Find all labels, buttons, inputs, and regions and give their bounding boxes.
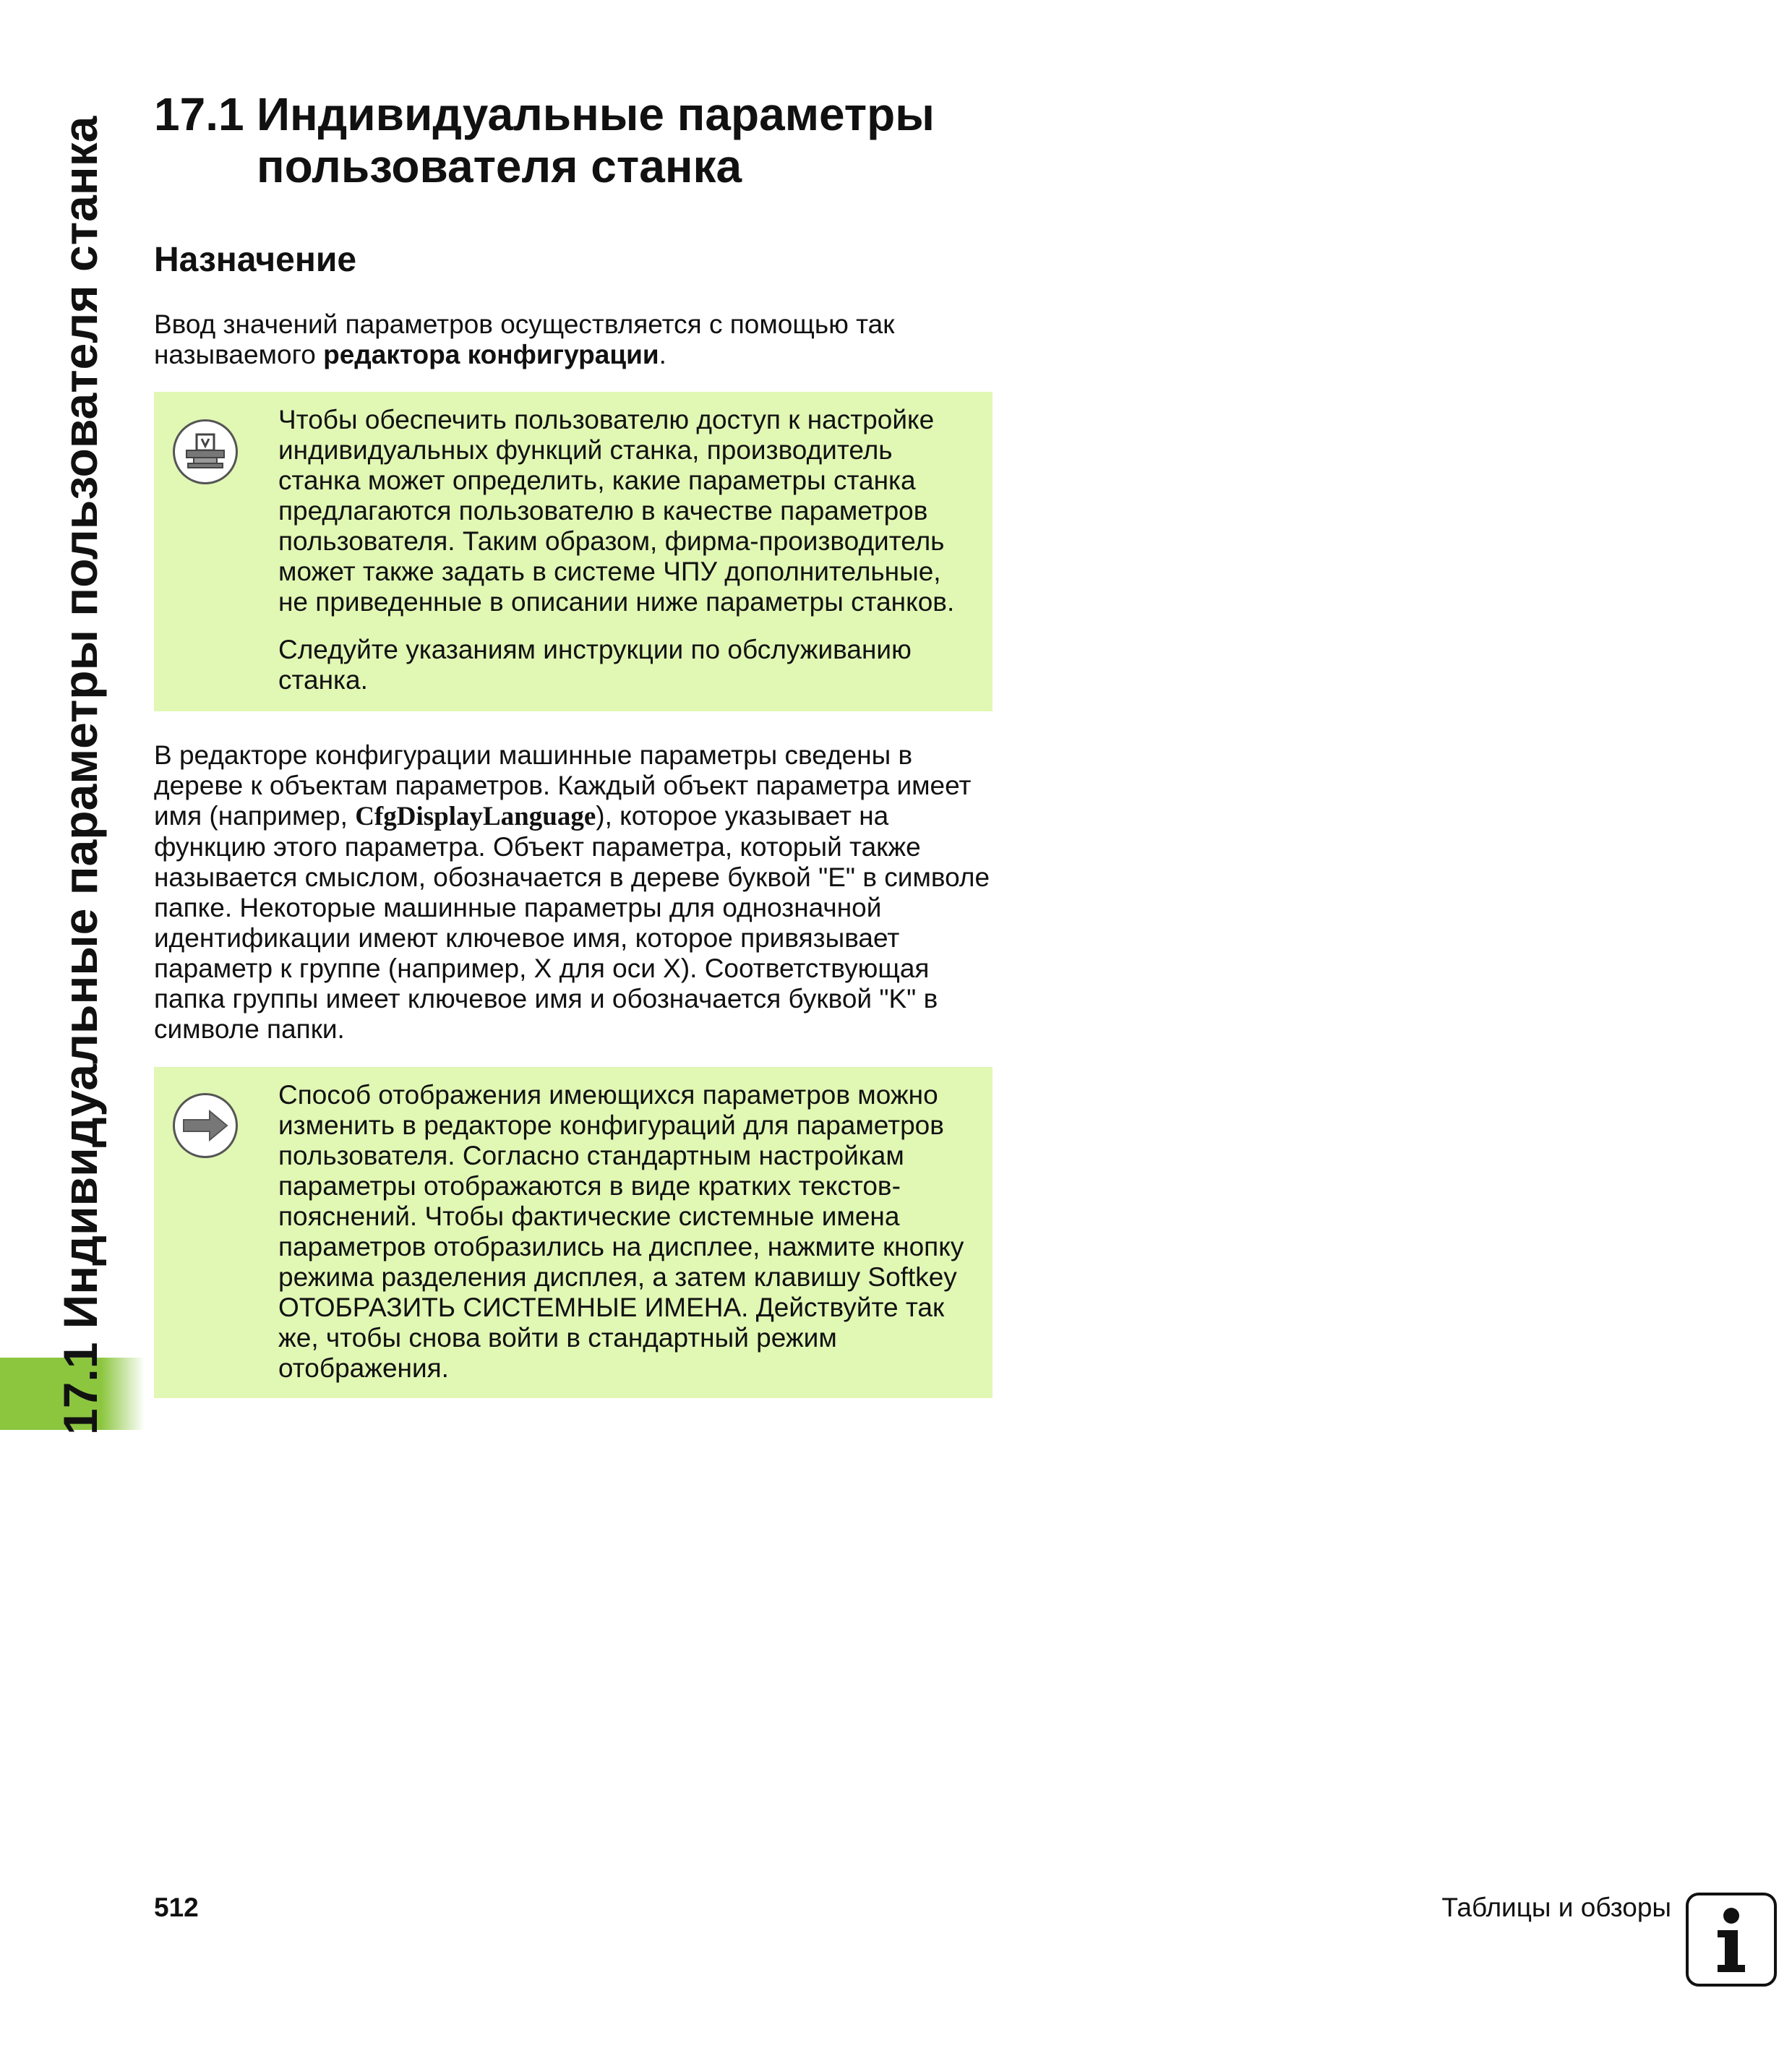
note2-paragraph1: Способ отображения имеющихся параметров можно изменить в редакторе конфигураций для параметров пользователя. Согласно стандартным настройкам параметры отображаются в виде кратких текстов-пояснений. Чтобы фактические системные имена параметров отобразились на дисплее, нажмите кнопку режима разделения дисплея, а затем клавишу Softkey ОТОБРАЗИТЬ СИСТЕМНЫЕ ИМЕНА. Действуйте так же, чтобы снова войти в стандартный режим отображения.: [278, 1080, 964, 1383]
section-title: Назначение: [154, 241, 357, 279]
machine-tool-icon: [173, 419, 238, 484]
chapter-title-line2: пользователя станка: [257, 140, 742, 192]
chapter-title-line1: Индивидуальные параметры: [257, 88, 935, 140]
intro-text-after: .: [659, 340, 666, 369]
body-text-after: ), которое указывает на функцию этого параметра. Объект параметра, который также называется смыслом, обозначается в дереве буквой "E" в символе папке. Некоторые машинные параметры для однозначной идентификации имеют ключевое имя, которое привязывает параметр к группе (например, X для оси X). Соответствующая папка группы имеет ключевое имя и обозначается буквой "K" в символе папки.: [154, 801, 990, 1044]
body-text-before: В редакторе конфигурации машинные параметры сведены в дереве к объектам параметров. Каждый объект параметра имеет имя (например,: [154, 740, 972, 831]
note1-paragraph2: Следуйте указаниям инструкции по обслуживанию станка.: [278, 635, 912, 695]
intro-text-before: Ввод значений параметров осуществляется с помощью так называемого: [154, 309, 895, 369]
chapter-number: 17.1: [154, 88, 244, 140]
chapter-heading: [154, 88, 1021, 192]
footer-section-name: Таблицы и обзоры: [1441, 1893, 1671, 1922]
info-icon: [1686, 1893, 1777, 1987]
note2-text: [278, 1080, 972, 1384]
side-title: 17.1 Индивидуальные параметры пользователя станка: [53, 116, 107, 1435]
arrow-right-icon: [173, 1093, 238, 1158]
chapter-title: [257, 88, 1021, 192]
note-box-info: [154, 1067, 993, 1398]
page-number: 512: [154, 1893, 199, 1922]
note-box-machine: [154, 392, 993, 711]
body-paragraph: [154, 740, 1000, 1045]
note1-text: [278, 405, 972, 695]
body-code-term: CfgDisplayLanguage: [355, 802, 596, 831]
intro-paragraph: [154, 309, 1000, 370]
note1-paragraph1: Чтобы обеспечить пользователю доступ к настройке индивидуальных функций станка, производитель станка может определить, какие параметры станка предлагаются пользователю в качестве параметров пользователя. Таким образом, фирма-производитель может также задать в системе ЧПУ дополнительные, не приведенные в описании ниже параметры станков.: [278, 405, 955, 617]
intro-bold-term: редактора конфигурации: [323, 340, 659, 369]
